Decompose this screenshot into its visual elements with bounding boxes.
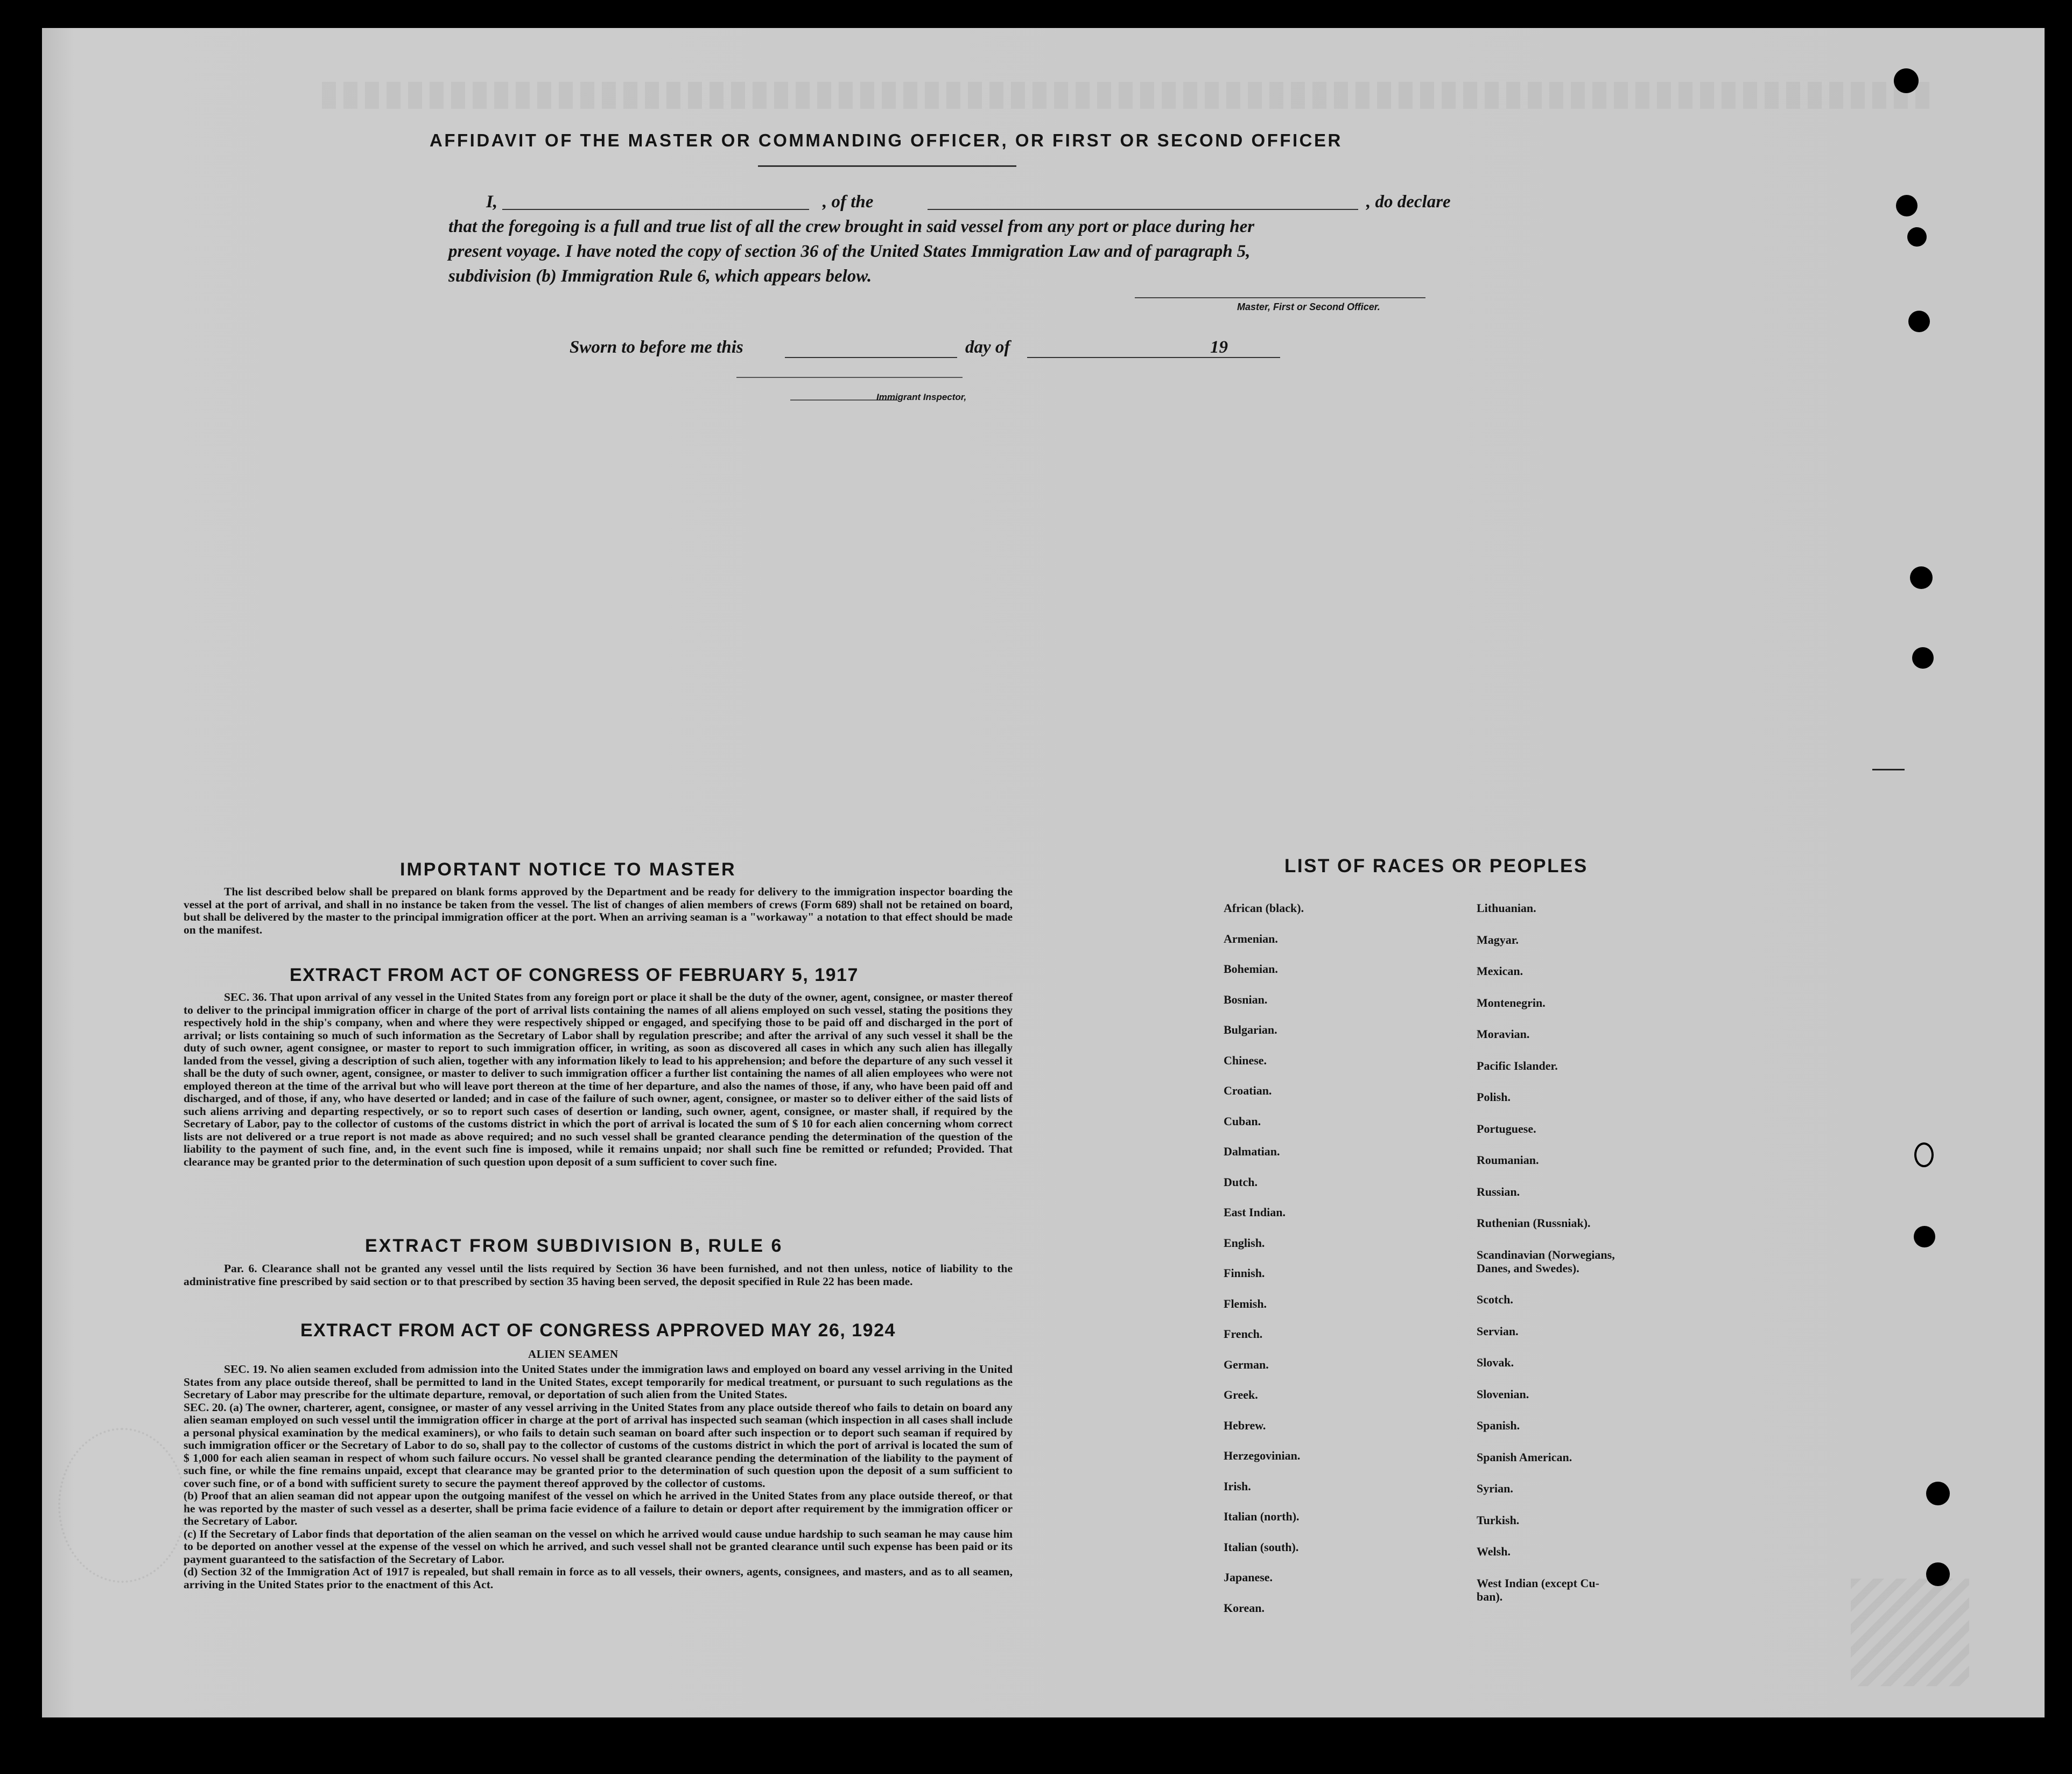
race-item: Korean. bbox=[1224, 1601, 1265, 1615]
sworn-month-field[interactable] bbox=[1027, 357, 1232, 358]
declaration-line-4: subdivision (b) Immigration Rule 6, which appears below. bbox=[448, 267, 872, 286]
race-item: Moravian. bbox=[1477, 1027, 1530, 1041]
race-item: Japanese. bbox=[1224, 1570, 1273, 1584]
race-item: Finnish. bbox=[1224, 1266, 1265, 1280]
race-item: English. bbox=[1224, 1236, 1265, 1250]
binder-hole bbox=[1914, 1226, 1935, 1247]
extract-1924-text: SEC. 19. No alien seamen excluded from admission into the United States under the immigration laws and employed on board any vessel arriving in the United States from any place outside thereof, shall be permitted to land in the United States, except temporarily for medical treatment, or pursuant to such regulations as the Secretary of Labor may prescribe for the ultimate departure, removal, or deportation of such alien from the United States. SEC. 20. (a) The owner, charterer, agent, consignee, or master of any vessel arriving in the United States from any place outside thereof who fails to detain on board any alien seaman employed on such vessel until the immigration officer in charge at the port of arrival has inspected such seaman (which inspection in all cases shall include a personal physical examination by the medical examiners), or who fails to detain such seaman on board after such inspection or to deport such seaman if required by such immigration officer or the Secretary of Labor to do so, shall pay to the collector of customs of the customs district in which the port of arrival is located the sum of $ 1,000 for each alien seaman in respect of whom such failure occurs. No vessel shall be granted clearance pending the determination of the liability to the payment of such fine, or while the fine remains unpaid, except that clearance may be granted prior to the determination of such question upon the deposit of a sum sufficient to cover such fine, or of a bond with sufficient surety to secure the payment thereof approved by the collector of customs. (b) Proof that an alien seaman did not appear upon the outgoing manifest of the vessel on which he arrived in the United States from any place outside thereof, or that he was reported by the master of such vessel as a deserter, shall be prima facie evidence of a failure to detain or deport after requirement by the immigration officer or the Secretary of Labor. (c) If the Secretary of Labor finds that deportation of the alien seaman on the vessel on which he arrived would cause undue hardship to such seaman he may cause him to be deported on another vessel at the expense of the vessel on which he arrived, and such vessel shall not be granted clearance until such expense has been paid or its payment guaranteed to the satisfaction of the Secretary of Labor. (d) Section 32 of the Immigration Act of 1917 is repealed, but shall remain in force as to all vessels, their owners, agents, consignees, and masters, and as to all seamen, arriving in the United States prior to the enactment of this Act. bbox=[184, 1363, 1013, 1591]
races-title: LIST OF RACES OR PEOPLES bbox=[1284, 856, 1588, 877]
extract-1924-subtitle: ALIEN SEAMEN bbox=[528, 1348, 619, 1361]
race-item: Hebrew. bbox=[1224, 1418, 1266, 1432]
declaration-line-3: present voyage. I have noted the copy of section 36 of the United States Immigration Law and of paragraph 5, bbox=[448, 242, 1251, 261]
day-of-label: day of bbox=[965, 338, 1010, 357]
race-item: Italian (north). bbox=[1224, 1510, 1300, 1523]
race-item: West Indian (except Cu- ban). bbox=[1477, 1576, 1599, 1603]
race-item: Dalmatian. bbox=[1224, 1145, 1280, 1158]
race-item: Magyar. bbox=[1477, 932, 1519, 946]
race-item: Italian (south). bbox=[1224, 1540, 1299, 1554]
declaration-line-1 bbox=[448, 190, 1471, 214]
race-item: Slovenian. bbox=[1477, 1387, 1529, 1401]
race-item: Irish. bbox=[1224, 1479, 1251, 1493]
of-the-label: , of the bbox=[823, 192, 874, 212]
race-item: French. bbox=[1224, 1327, 1263, 1341]
race-item: Lithuanian. bbox=[1477, 901, 1536, 915]
race-item: Roumanian. bbox=[1477, 1153, 1539, 1167]
sworn-label: Sworn to before me this bbox=[570, 338, 743, 357]
extract-rule6-title: EXTRACT FROM SUBDIVISION B, RULE 6 bbox=[365, 1236, 783, 1256]
race-item: Montenegrin. bbox=[1477, 995, 1546, 1009]
race-item: Pacific Islander. bbox=[1477, 1058, 1558, 1072]
race-item: Spanish. bbox=[1477, 1419, 1520, 1432]
races-col-2 bbox=[1477, 901, 1800, 1655]
extract-1917-text: SEC. 36. That upon arrival of any vessel in the United States from any foreign port or place it shall be the duty of the owner, agent, consignee, or master thereof to deliver to the principal immigration officer in charge of the port of arrival lists containing the names of all aliens employed on such vessel, stating the positions they respectively hold in the ship's company, when and where they were respectively shipped or engaged, and specifying those to be paid off and discharged in the port of arrival; or lists containing so much of such information as the Secretary of Labor shall by regulation prescribe; and after the arrival of any such vessel it shall be the duty of such owner, agent consignee, or master to report to such immigration officer, in writing, as soon as discovered all cases in which any such alien has illegally landed from the vessel, giving a description of such alien, together with any information likely to lead to his apprehension; and before the departure of any such vessel it shall be the duty of such owner, agent, consignee, or master to deliver to such immigration officer a further list containing the names of all alien employees who were not employed thereon at the time of the arrival but who will leave port thereon at the time of her departure, and also the names of those, if any, who have been paid off and discharged, and of those, if any, who have deserted or landed; and in case of the failure of such owner, agent, consignee, or master so to deliver either of the said lists of such aliens arriving and departing respectively, or so to report such cases of desertion or landing, such owner, agent, consignee, or master shall, if required by the Secretary of Labor, pay to the collector of customs of the customs district in which the port of arrival is located the sum of $ 10 for each alien concerning whom correct lists are not delivered or a true report is not made as above required; and no such vessel shall be granted clearance pending the determination of the question of the liability to the payment of such fine, and, in the event such fine is imposed, while it remains unpaid; nor shall such fine be remitted or refunded; Provided. That clearance may be granted prior to the determination of such question upon deposit of a sum sufficient to cover such fine. bbox=[184, 991, 1013, 1168]
binder-hole bbox=[1894, 68, 1919, 93]
race-item: African (black). bbox=[1224, 901, 1304, 915]
sworn-line bbox=[570, 338, 1377, 364]
race-item: Herzegovinian. bbox=[1224, 1449, 1301, 1462]
vessel-name-field[interactable] bbox=[928, 209, 1358, 210]
inspector-signature-field[interactable] bbox=[736, 377, 963, 378]
bleed-through-header bbox=[322, 82, 1937, 109]
faint-seal-stamp bbox=[58, 1428, 186, 1583]
master-signature-label: Master, First or Second Officer. bbox=[1237, 301, 1380, 312]
extract-1917-title: EXTRACT FROM ACT OF CONGRESS OF FEBRUARY 5, 1917 bbox=[290, 965, 859, 985]
race-item: Bohemian. bbox=[1224, 962, 1278, 976]
binder-hole bbox=[1907, 227, 1927, 247]
binder-hole bbox=[1908, 311, 1930, 332]
race-item: Dutch. bbox=[1224, 1175, 1258, 1189]
race-item: Greek. bbox=[1224, 1388, 1258, 1401]
race-item: Slovak. bbox=[1477, 1356, 1514, 1369]
title-underline bbox=[758, 165, 1016, 167]
race-item: Bosnian. bbox=[1224, 992, 1268, 1006]
i-label: I, bbox=[486, 192, 498, 212]
margin-mark bbox=[1872, 769, 1905, 770]
binder-hole bbox=[1896, 195, 1918, 216]
year-label: 19 bbox=[1210, 338, 1228, 357]
race-item: Cuban. bbox=[1224, 1114, 1261, 1128]
race-item: Spanish American. bbox=[1477, 1450, 1572, 1464]
inspector-label: Immigrant Inspector, bbox=[876, 392, 967, 402]
affidavit-title: AFFIDAVIT OF THE MASTER OR COMMANDING OFFICER, OR FIRST OR SECOND OFFICER bbox=[430, 130, 1343, 150]
races-col-1 bbox=[1224, 901, 1439, 1655]
notice-title: IMPORTANT NOTICE TO MASTER bbox=[400, 859, 736, 880]
faint-page-number-bleed bbox=[1851, 1579, 1969, 1686]
race-item: Scandinavian (Norwegians, Danes, and Swedes). bbox=[1477, 1247, 1615, 1275]
declaration-line-2: that the foregoing is a full and true list of all the crew brought in said vessel from any port or place during her bbox=[448, 217, 1255, 236]
race-item: German. bbox=[1224, 1357, 1269, 1371]
binder-hole bbox=[1912, 647, 1934, 669]
binder-hole bbox=[1926, 1562, 1950, 1586]
race-item: Welsh. bbox=[1477, 1545, 1511, 1558]
master-name-field[interactable] bbox=[502, 209, 809, 210]
race-item: Portuguese. bbox=[1477, 1121, 1536, 1135]
race-item: Syrian. bbox=[1477, 1482, 1513, 1495]
race-item: Armenian. bbox=[1224, 931, 1278, 945]
race-item: Russian. bbox=[1477, 1184, 1520, 1198]
notice-text: The list described below shall be prepared on blank forms approved by the Department and be ready for delivery to the immigration inspector boarding the vessel at the port of arrival, and shall in no instance be taken from the vessel. The list of changes of alien members of crews (Form 689) shall not be retained on board, but shall be delivered by the master to the principal immigration officer at the port. When an arriving seaman is a "workaway" a notation to that effect should be made on the manifest. bbox=[184, 885, 1013, 936]
race-item: Bulgarian. bbox=[1224, 1023, 1277, 1036]
race-item: Mexican. bbox=[1477, 964, 1523, 978]
binder-hole bbox=[1914, 1142, 1934, 1167]
race-item: Chinese. bbox=[1224, 1053, 1267, 1067]
sworn-day-field[interactable] bbox=[785, 357, 957, 358]
binder-hole bbox=[1910, 566, 1933, 589]
affidavit-declaration bbox=[448, 190, 1471, 289]
binder-hole bbox=[1926, 1482, 1950, 1505]
race-item: Flemish. bbox=[1224, 1296, 1267, 1310]
extract-rule6-text: Par. 6. Clearance shall not be granted any vessel until the lists required by Section 36 have been furnished, and not then unless, notice of liability to the administrative fine prescribed by said section or to that prescribed by section 35 having been served, the deposit specified in Rule 22 has been made. bbox=[184, 1262, 1013, 1288]
sworn-year-field[interactable] bbox=[1232, 357, 1280, 358]
race-item: Servian. bbox=[1477, 1324, 1519, 1338]
document-page bbox=[42, 28, 2045, 1717]
race-item: Scotch. bbox=[1477, 1293, 1513, 1306]
master-signature-field[interactable] bbox=[1135, 297, 1425, 298]
race-item: Polish. bbox=[1477, 1090, 1511, 1104]
extract-1924-title: EXTRACT FROM ACT OF CONGRESS APPROVED MAY 26, 1924 bbox=[300, 1320, 896, 1341]
race-item: East Indian. bbox=[1224, 1205, 1286, 1219]
race-item: Croatian. bbox=[1224, 1084, 1272, 1097]
do-declare-label: , do declare bbox=[1366, 192, 1451, 212]
race-item: Ruthenian (Russniak). bbox=[1477, 1216, 1591, 1230]
race-item: Turkish. bbox=[1477, 1513, 1520, 1527]
